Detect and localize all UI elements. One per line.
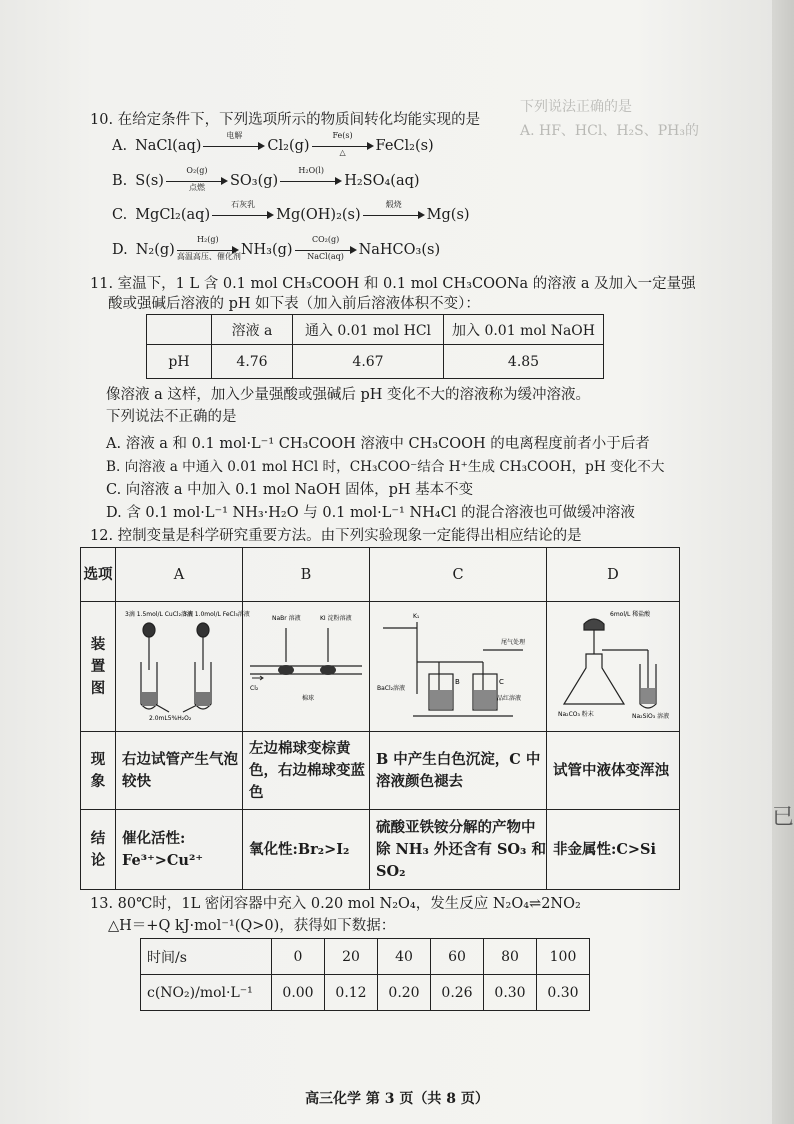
- q11-row-label: pH: [147, 345, 212, 379]
- q11-option-c: C. 向溶液 a 中加入 0.1 mol NaOH 固体，pH 基本不变: [106, 482, 474, 498]
- arrow-condition-top: H₂(g): [197, 235, 219, 244]
- q12-label-option: 选项: [81, 548, 116, 602]
- q11-ask: 下列说法不正确的是: [106, 409, 237, 425]
- species: Mg(OH)₂(s): [276, 207, 361, 223]
- q13-row-time: [141, 939, 590, 975]
- arrow-condition-top: O₂(g): [186, 166, 208, 175]
- q12-col-a: A: [116, 548, 243, 602]
- q12-conclusion-c: 硫酸亚铁铵分解的产物中除 NH₃ 外还含有 SO₃ 和 SO₂: [370, 810, 547, 890]
- q12-label-apparatus: [81, 602, 116, 732]
- q12-diagram-c: [370, 602, 547, 732]
- q12-conclusion-a: 催化活性: Fe³⁺>Cu²⁺: [116, 810, 243, 890]
- q13-time-cell: 20: [325, 939, 378, 975]
- reaction-arrow-icon: [312, 131, 374, 157]
- q13-conc-cell: 0.00: [272, 975, 325, 1011]
- q12-col-d: D: [547, 548, 680, 602]
- q12-table: [80, 547, 680, 890]
- q13-time-cell: 40: [378, 939, 431, 975]
- q12-phenomenon-a: 右边试管产生气泡较快: [116, 732, 243, 810]
- arrow-condition-top: H₂O(l): [298, 166, 324, 175]
- label-a-1: 3滴 1.5mol/L CuCl₂溶液: [125, 610, 193, 618]
- apparatus-c-icon: [373, 604, 543, 726]
- arrow-condition-bottom: NaCl(aq): [307, 252, 344, 261]
- species: NaCl(aq): [135, 138, 202, 154]
- margin-char: 已: [772, 805, 794, 830]
- reaction-arrow-icon: [203, 131, 265, 155]
- species: NH₃(g): [240, 242, 293, 258]
- q13-row2-label: c(NO₂)/mol·L⁻¹: [141, 975, 272, 1011]
- q11-note: 像溶液 a 这样，加入少量强酸或强碱后 pH 变化不大的溶液称为缓冲溶液。: [106, 387, 591, 403]
- q10-option-a: [112, 131, 434, 157]
- q11-header: 溶液 a: [212, 315, 293, 345]
- reaction-arrow-icon: [363, 200, 425, 224]
- q13-stem-line2: △H＝+Q kJ·mol⁻¹(Q>0)，获得如下数据：: [108, 918, 396, 934]
- option-letter: C.: [112, 207, 128, 223]
- q11-table: [146, 314, 604, 379]
- q13-conc-cell: 0.30: [537, 975, 590, 1011]
- reaction-arrow-icon: [280, 166, 342, 190]
- bleed-text: 下列说法正确的是: [520, 99, 632, 115]
- q13-conc-cell: 0.30: [484, 975, 537, 1011]
- label-c-5: C: [499, 677, 504, 686]
- q10-option-c: [112, 200, 470, 225]
- q11-header: 通入 0.01 mol HCl: [293, 315, 444, 345]
- option-letter: D.: [112, 242, 128, 258]
- q12-col-c: C: [370, 548, 547, 602]
- q12-conclusion-b: 氧化性:Br₂>I₂: [243, 810, 370, 890]
- species: S(s): [135, 173, 164, 189]
- q10-option-d: [112, 235, 441, 261]
- apparatus-a-icon: [119, 604, 250, 726]
- species: NaHCO₃(s): [358, 242, 441, 258]
- q12-phenomenon-d: 试管中液体变浑浊: [547, 732, 680, 810]
- q12-label-apparatus-text: 装置图: [90, 635, 106, 697]
- option-letter: A.: [112, 138, 128, 154]
- label-c-6: 品红溶液: [497, 694, 522, 702]
- species: H₂SO₄(aq): [344, 173, 420, 189]
- q11-cell: 4.76: [212, 345, 293, 379]
- q13-time-cell: 100: [537, 939, 590, 975]
- q13-conc-cell: 0.12: [325, 975, 378, 1011]
- label-d-3: Na₂SiO₃ 溶液: [632, 712, 670, 720]
- q13-conc-cell: 0.26: [431, 975, 484, 1011]
- label-b-2: KI 淀粉溶液: [320, 614, 352, 622]
- q12-phenomenon-c: B 中产生白色沉淀，C 中溶液颜色褪去: [370, 732, 547, 810]
- label-b-1: NaBr 溶液: [272, 614, 301, 622]
- label-d-1: 6mol/L 稀盐酸: [610, 610, 651, 618]
- q12-conclusion-d: 非金属性:C>Si: [547, 810, 680, 890]
- option-letter: B.: [112, 173, 128, 189]
- apparatus-d-icon: [548, 604, 678, 726]
- q13-time-cell: 0: [272, 939, 325, 975]
- q13-row-conc: [141, 975, 590, 1011]
- q13-row1-label: 时间/s: [141, 939, 272, 975]
- q11-option-b: B. 向溶液 a 中通入 0.01 mol HCl 时，CH₃COO⁻结合 H⁺生成 CH₃COOH，pH 变化不大: [106, 459, 665, 475]
- label-b-4: 棉球: [302, 694, 315, 702]
- q12-phenomenon-b: 左边棉球变棕黄色，右边棉球变蓝色: [243, 732, 370, 810]
- q11-cell: 4.67: [293, 345, 444, 379]
- q11-header-empty: [147, 315, 212, 345]
- arrow-condition-top: CO₂(g): [311, 235, 340, 244]
- q12-diagram-b: [243, 602, 370, 732]
- species: Mg(s): [426, 207, 470, 223]
- species: MgCl₂(aq): [135, 207, 211, 223]
- label-a-2: 3滴 1.0mol/L FeCl₃溶液: [183, 610, 250, 618]
- q12-label-phenomenon: [81, 732, 116, 810]
- apparatus-b-icon: [246, 604, 366, 726]
- species: N₂(g): [135, 242, 175, 258]
- q13-time-cell: 60: [431, 939, 484, 975]
- q11-header: 加入 0.01 mol NaOH: [444, 315, 604, 345]
- label-c-2: 尾气处理: [501, 638, 526, 646]
- q11-cell: 4.85: [444, 345, 604, 379]
- q13-stem-line1: 13. 80℃时，1L 密闭容器中充入 0.20 mol N₂O₄，发生反应 N₂O₄⇌2NO₂: [90, 896, 581, 912]
- page-edge-shadow: [772, 0, 794, 1124]
- label-c-1: K₁: [413, 612, 420, 620]
- q12-stem: 12. 控制变量是科学研究重要方法。由下列实验现象一定能得出相应结论的是: [90, 528, 582, 544]
- q12-diagram-a: [116, 602, 250, 732]
- arrow-condition-bottom: △: [339, 148, 346, 157]
- q13-table: [140, 938, 590, 1011]
- q11-stem-line1: 11. 室温下，1 L 含 0.1 mol CH₃COOH 和 0.1 mol CH₃COONa 的溶液 a 及加入一定量强: [90, 276, 696, 292]
- arrow-condition-bottom: 高温高压、催化剂: [176, 252, 241, 261]
- arrow-condition-top: 煅烧: [385, 200, 402, 209]
- species: Cl₂(g): [267, 138, 310, 154]
- reaction-arrow-icon: [166, 166, 228, 192]
- q11-stem-line2: 酸或强碱后溶液的 pH 如下表（加入前后溶液体积不变）：: [108, 296, 480, 312]
- species: SO₃(g): [229, 173, 279, 189]
- q11-option-a: A. 溶液 a 和 0.1 mol·L⁻¹ CH₃COOH 溶液中 CH₃COOH 的电离程度前者小于后者: [106, 436, 650, 452]
- arrow-condition-top: 电解: [226, 131, 243, 140]
- q12-diagram-d: [547, 602, 680, 732]
- q12-label-conclusion: [81, 810, 116, 890]
- reaction-arrow-icon: [295, 235, 357, 261]
- reaction-arrow-icon: [212, 200, 274, 224]
- label-d-2: Na₂CO₃ 粉末: [558, 710, 594, 718]
- q10-option-b: [112, 166, 420, 192]
- arrow-condition-top: Fe(s): [332, 131, 353, 140]
- species: FeCl₂(s): [375, 138, 434, 154]
- q12-col-b: B: [243, 548, 370, 602]
- arrow-condition-top: 石灰乳: [231, 200, 256, 209]
- bleed-text: A. HF、HCl、H₂S、PH₃的: [520, 123, 699, 139]
- label-c-3: BaCl₂溶液: [377, 684, 406, 692]
- reaction-arrow-icon: [176, 235, 241, 261]
- label-c-4: B: [455, 677, 460, 686]
- q11-option-d: D. 含 0.1 mol·L⁻¹ NH₃·H₂O 与 0.1 mol·L⁻¹ NH₄Cl 的混合溶液也可做缓冲溶液: [106, 505, 635, 521]
- q13-time-cell: 80: [484, 939, 537, 975]
- label-b-3: Cl₂: [250, 684, 259, 692]
- label-a-3: 2.0mL5%H₂O₂: [149, 714, 192, 722]
- page-footer: 高三化学 第 3 页（共 8 页）: [305, 1091, 489, 1107]
- q10-stem: 10. 在给定条件下，下列选项所示的物质间转化均能实现的是: [90, 112, 481, 128]
- q12-label-conclusion-text: 结论: [90, 829, 106, 869]
- arrow-condition-bottom: 点燃: [188, 183, 205, 192]
- q13-conc-cell: 0.20: [378, 975, 431, 1011]
- q12-label-phenomenon-text: 现象: [90, 750, 106, 790]
